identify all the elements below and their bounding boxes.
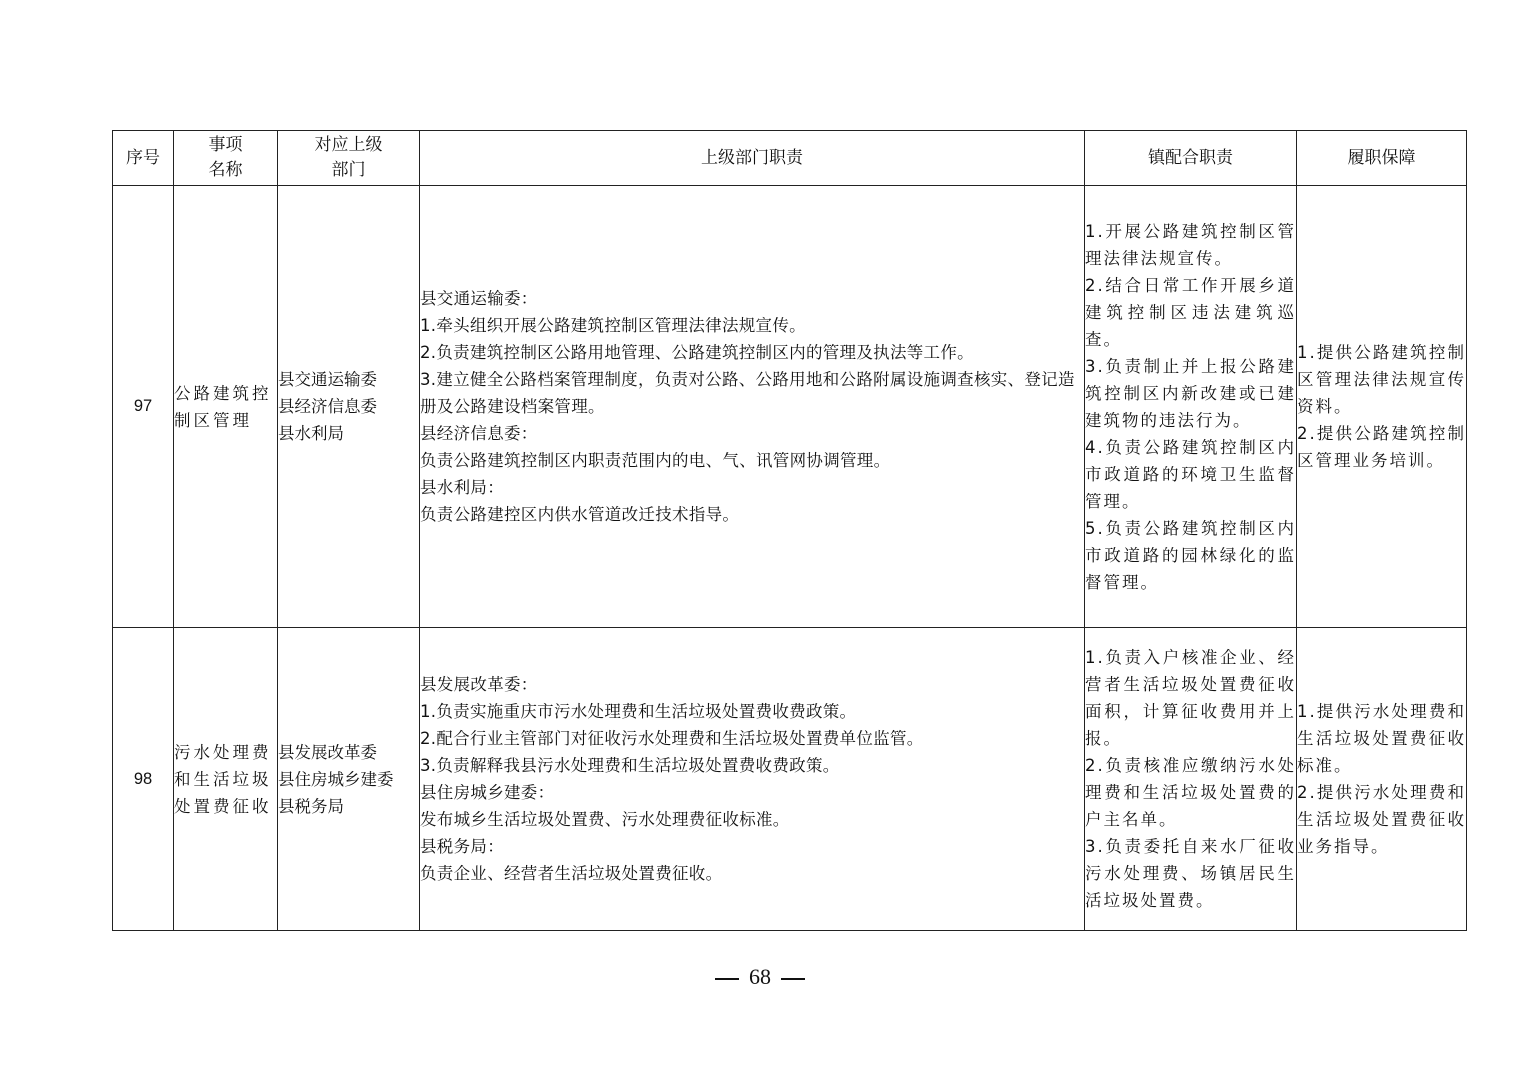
coop-line: 3.负责制止并上报公路建筑控制区内新改建或已建建筑物的违法行为。 xyxy=(1085,356,1296,430)
duty-line: 1.牵头组织开展公路建筑控制区管理法律法规宣传。 xyxy=(420,316,806,335)
coop-line: 1.开展公路建筑控制区管理法律法规宣传。 xyxy=(1085,221,1296,268)
row-seq: 98 xyxy=(113,628,174,931)
duty-line: 县税务局： xyxy=(420,837,504,856)
row-town-coop-duties xyxy=(1085,186,1297,628)
header-item-name-line1: 事项 xyxy=(208,135,243,155)
table-row xyxy=(113,186,1467,628)
header-town-coop-duty: 镇配合职责 xyxy=(1085,131,1297,186)
coop-line: 4.负责公路建筑控制区内市政道路的环境卫生监督管理。 xyxy=(1085,437,1296,511)
duty-line: 负责企业、经营者生活垃圾处置费征收。 xyxy=(420,864,723,883)
dept-line: 县住房城乡建委 xyxy=(278,769,394,789)
duty-line: 县发展改革委： xyxy=(420,675,538,694)
duty-line: 1.负责实施重庆市污水处理费和生活垃圾处置费收费政策。 xyxy=(420,702,857,721)
header-duty-guarantee: 履职保障 xyxy=(1297,131,1467,186)
page-number-right-dash xyxy=(781,978,805,980)
dept-line: 县经济信息委 xyxy=(278,397,377,416)
duty-line: 县经济信息委： xyxy=(420,424,538,443)
dept-line: 县水利局 xyxy=(278,424,344,443)
guarantee-line: 1.提供公路建筑控制区管理法律法规宣传资料。 xyxy=(1297,343,1466,416)
header-superior-dept xyxy=(278,131,420,186)
duty-line: 县住房城乡建委： xyxy=(420,783,555,802)
coop-line: 5.负责公路建筑控制区内市政道路的园林绿化的监督管理。 xyxy=(1085,518,1296,592)
coop-line: 2.负责核准应缴纳污水处理费和生活垃圾处置费的户主名单。 xyxy=(1085,756,1296,829)
duty-line: 县水利局： xyxy=(420,478,504,497)
coop-line: 3.负责委托自来水厂征收污水处理费、场镇居民生活垃圾处置费。 xyxy=(1085,837,1296,910)
dept-line: 县税务局 xyxy=(278,796,344,816)
duty-line: 县交通运输委： xyxy=(420,289,538,308)
guarantee-line: 2.提供公路建筑控制区管理业务培训。 xyxy=(1297,424,1466,470)
page-number-value: 68 xyxy=(749,964,771,989)
guarantee-line: 1.提供污水处理费和生活垃圾处置费征收标准。 xyxy=(1297,702,1466,775)
responsibility-table xyxy=(112,130,1467,931)
row-superior-duties xyxy=(420,186,1085,628)
row-town-coop-duties xyxy=(1085,628,1297,931)
duty-line: 发布城乡生活垃圾处置费、污水处理费征收标准。 xyxy=(420,810,790,829)
header-item-name-line2: 名称 xyxy=(208,160,243,180)
table-header-row xyxy=(113,131,1467,186)
row-superior-duties xyxy=(420,628,1085,931)
row-item-name: 公路建筑控制区管理 xyxy=(174,186,278,628)
row-duty-guarantee xyxy=(1297,186,1467,628)
header-superior-dept-line2: 部门 xyxy=(331,160,366,180)
dept-line: 县交通运输委 xyxy=(278,370,377,389)
duty-line: 负责公路建筑控制区内职责范围内的电、气、讯管网协调管理。 xyxy=(420,451,891,470)
duty-line: 3.负责解释我县污水处理费和生活垃圾处置费收费政策。 xyxy=(420,756,840,775)
table-row xyxy=(113,628,1467,931)
header-superior-duty: 上级部门职责 xyxy=(420,131,1085,186)
header-item-name xyxy=(174,131,278,186)
coop-line: 1.负责入户核准企业、经营者生活垃圾处置费征收面积，计算征收费用并上报。 xyxy=(1085,648,1296,748)
duty-line: 负责公路建控区内供水管道改迁技术指导。 xyxy=(420,505,740,524)
row-item-name: 污水处理费和生活垃圾处置费征收 xyxy=(174,628,278,931)
header-seq: 序号 xyxy=(113,131,174,186)
coop-line: 2.结合日常工作开展乡道建筑控制区违法建筑巡查。 xyxy=(1085,275,1296,349)
row-superior-depts xyxy=(278,628,420,931)
page-number-left-dash xyxy=(715,978,739,980)
row-seq: 97 xyxy=(113,186,174,628)
duty-line: 2.配合行业主管部门对征收污水处理费和生活垃圾处置费单位监管。 xyxy=(420,729,924,748)
duty-line: 2.负责建筑控制区公路用地管理、公路建筑控制区内的管理及执法等工作。 xyxy=(420,343,974,362)
header-superior-dept-line1: 对应上级 xyxy=(314,135,383,155)
row-duty-guarantee xyxy=(1297,628,1467,931)
page-number xyxy=(0,964,1520,990)
dept-line: 县发展改革委 xyxy=(278,742,377,762)
row-superior-depts xyxy=(278,186,420,628)
duty-line: 3.建立健全公路档案管理制度，负责对公路、公路用地和公路附属设施调查核实、登记造册及公路建设档案管理。 xyxy=(420,370,1075,416)
guarantee-line: 2.提供污水处理费和生活垃圾处置费征收业务指导。 xyxy=(1297,783,1466,856)
